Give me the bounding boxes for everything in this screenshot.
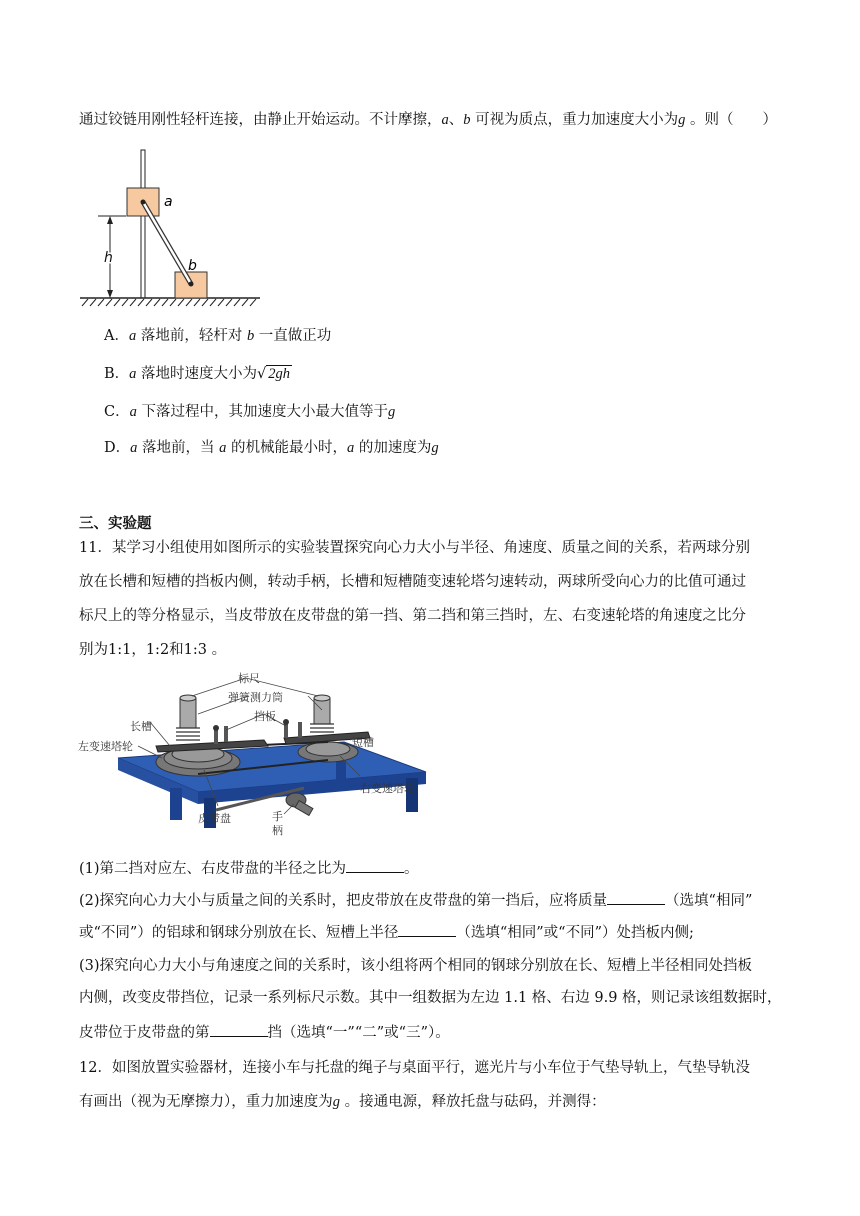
q11-line2: 放在长槽和短槽的挡板内侧，转动手柄，长槽和短槽随变速轮塔匀速转动，两球所受向心力的比值可通过 bbox=[79, 574, 746, 590]
q12-line2: 有画出（视为无摩擦力），重力加速度为g 。接通电源，释放托盘与砝码，并测得： bbox=[79, 1094, 606, 1110]
q11-line3: 标尺上的等分格显示，当皮带放在皮带盘的第一挡、第二挡和第三挡时，左、右变速轮塔的角速度之比分 bbox=[79, 608, 746, 624]
q10-intro-text3: 。则（ ） bbox=[685, 112, 777, 128]
q10-intro-text: 通过铰链用刚性轻杆连接，由静止开始运动。不计摩擦， bbox=[79, 112, 442, 128]
q11-line1: 11．某学习小组使用如图所示的实验装置探究向心力大小与半径、角速度、质量之间的关系，若两球分别 bbox=[79, 540, 750, 556]
q11-part3-line1: (3)探究向心力大小与角速度之间的关系时，该小组将两个相同的钢球分别放在长、短槽上半径相同处挡板 bbox=[79, 958, 753, 974]
label-a: a bbox=[164, 194, 173, 210]
label-spring: 弹簧测力筒 bbox=[228, 691, 283, 704]
q11-part2-line1: (2)探究向心力大小与质量之间的关系时，把皮带放在皮带盘的第一挡后，应将质量 （选填“相同” bbox=[79, 890, 752, 911]
var-a: a bbox=[441, 112, 449, 128]
radicand: 2gh bbox=[268, 366, 291, 382]
vertical-pole bbox=[141, 150, 145, 298]
label-biaochi: 标尺 bbox=[238, 672, 260, 685]
sep: 、 bbox=[448, 112, 464, 128]
label-long-slot: 长槽 bbox=[130, 720, 152, 733]
q11-part1: (1)第二挡对应左、右皮带盘的半径之比为 。 bbox=[79, 858, 419, 879]
option-b: B．a 落地时速度大小为√ 2gh bbox=[104, 366, 291, 382]
label-baffle: 挡板 bbox=[254, 710, 276, 723]
apparatus-figure bbox=[78, 670, 438, 840]
q11-part3-line3: 皮带位于皮带盘的第 挡（选填“一”“二”或“三”）。 bbox=[79, 1022, 450, 1043]
option-a: A．a 落地前，轻杆对 b 一直做正功 bbox=[104, 328, 332, 344]
label-left-tower: 左变速塔轮 bbox=[78, 740, 133, 753]
right-scale bbox=[314, 698, 330, 724]
sqrt-sign: √ bbox=[257, 366, 267, 382]
answer-blank-3[interactable] bbox=[398, 922, 456, 937]
var-b: b bbox=[463, 112, 471, 128]
label-h: h bbox=[104, 250, 113, 266]
label-right-tower: 右变速塔轮 bbox=[360, 782, 415, 795]
q11-part2-line2: 或“不同”）的铝球和钢球分别放在长、短槽上半径 （选填“相同”或“不同”）处挡板内侧; bbox=[79, 922, 694, 943]
answer-blank-4[interactable] bbox=[210, 1022, 268, 1037]
q10-intro-line bbox=[79, 110, 777, 130]
label-handle2: 柄 bbox=[272, 824, 283, 837]
label-b: b bbox=[188, 258, 197, 274]
ground-hatching bbox=[82, 299, 256, 306]
label-handle1: 手 bbox=[272, 810, 283, 823]
q11-part3-line2: 内侧，改变皮带挡位，记录一系列标尺示数。其中一组数据为左边 1.1 格、右边 9.9 格，则记录该组数据时， bbox=[79, 990, 782, 1006]
q12-line1: 12．如图放置实验器材，连接小车与托盘的绳子与桌面平行，遮光片与小车位于气垫导轨上，气垫导轨没 bbox=[79, 1060, 750, 1076]
section-heading: 三、实验题 bbox=[79, 516, 152, 532]
left-scale bbox=[180, 698, 196, 728]
q11-line4: 别为1:1，1:2和1:3 。 bbox=[79, 642, 227, 658]
label-belt-disk: 皮带盘 bbox=[198, 812, 231, 825]
option-c: C．a 下落过程中，其加速度大小最大值等于g bbox=[104, 404, 396, 420]
label-short-slot: 短槽 bbox=[352, 736, 374, 749]
var-g: g bbox=[678, 112, 686, 128]
rod-figure bbox=[78, 148, 268, 312]
option-d: D．a 落地前，当 a 的机械能最小时，a 的加速度为g bbox=[104, 440, 439, 456]
answer-blank-2[interactable] bbox=[607, 890, 665, 905]
q10-intro-text2: 可视为质点，重力加速度大小为 bbox=[470, 112, 679, 128]
answer-blank-1[interactable] bbox=[346, 858, 404, 873]
